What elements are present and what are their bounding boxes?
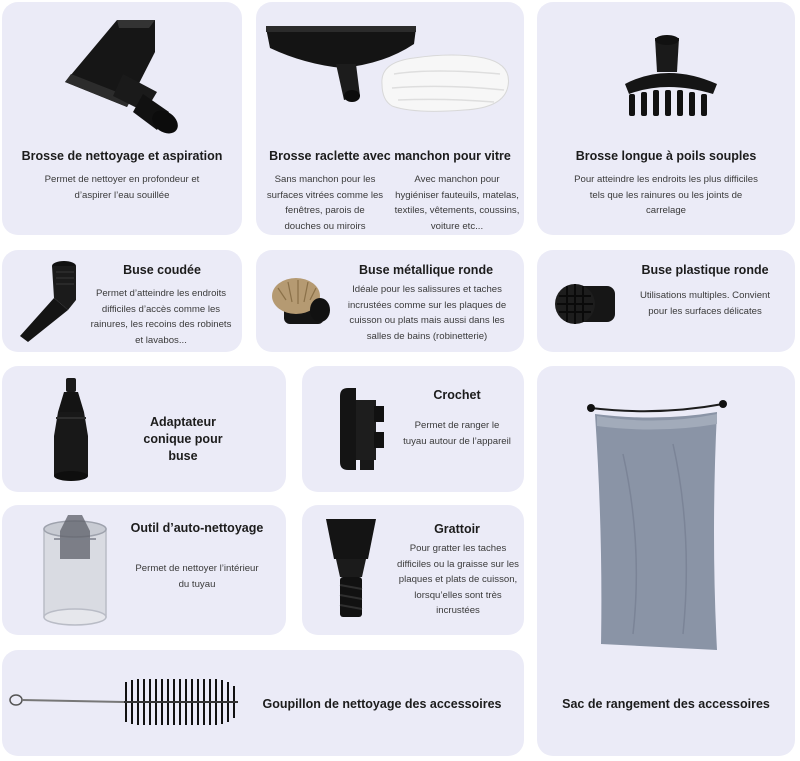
card-title: Grattoir	[434, 522, 480, 536]
plastic-brush-icon	[551, 272, 621, 332]
card-self-cleaning-tool	[2, 505, 286, 635]
card-bottle-brush	[2, 650, 524, 756]
card-description: Pour atteindre les endroits les plus difficiles tels que les rainures ou les joints de carrelage	[574, 174, 758, 216]
card-description: Pour gratter les taches difficiles ou la graisse sur les plaques et plats de cuisson, lorsqu’elles sont très incrustées	[397, 543, 519, 616]
card-title: Buse coudée	[123, 263, 201, 277]
card-squeegee	[256, 2, 524, 235]
card-description: Permet de nettoyer en profondeur et d’aspirer l’eau souillée	[44, 174, 200, 201]
squeegee-icon	[264, 24, 519, 116]
card-conical-adapter	[2, 366, 286, 492]
card-title: Brosse longue à poils souples	[575, 149, 757, 163]
card-title: Outil d’auto-nettoyage	[130, 521, 264, 535]
card-title: Crochet	[433, 388, 481, 402]
card-title: Buse métallique ronde	[358, 263, 494, 277]
storage-bag-icon	[583, 394, 733, 656]
long-brush-icon	[617, 32, 727, 124]
bottle-brush-icon	[8, 676, 240, 732]
card-angled-nozzle	[2, 250, 242, 352]
card-description: Permet de nettoyer l’intérieur du tuyau	[135, 563, 259, 590]
card-description-right: Avec manchon pour hygiéniser fauteuils, matelas, textiles, vêtements, coussins, voiture etc...	[394, 174, 520, 232]
card-long-brush	[537, 2, 795, 235]
card-title: Adaptateur conique pour buse	[143, 415, 223, 463]
hook-icon	[326, 384, 392, 478]
scraper-icon	[316, 515, 386, 629]
card-title: Brosse raclette avec manchon pour vitre	[269, 149, 511, 163]
card-description: Permet d’atteindre les endroits difficiles d’accès comme les rainures, les recoins des robinets et lavabos...	[90, 288, 232, 346]
card-suction-brush	[2, 2, 242, 235]
card-description: Utilisations multiples. Convient pour les surfaces délicates	[639, 290, 771, 317]
card-hook	[302, 366, 524, 492]
card-title: Sac de rangement des accessoires	[562, 697, 770, 711]
card-scraper	[302, 505, 524, 635]
metal-brush-icon	[266, 268, 336, 334]
self-cleaning-tool-icon	[36, 513, 116, 629]
suction-brush-icon	[57, 12, 192, 137]
card-description-left: Sans manchon pour les surfaces vitrées comme les fenêtres, parois de douches ou miroirs	[266, 174, 384, 232]
conical-adapter-icon	[42, 376, 102, 486]
card-plastic-brush	[537, 250, 795, 352]
card-title: Buse plastique ronde	[641, 263, 769, 277]
card-description: Idéale pour les salissures et taches incrustées comme sur les plaques de cuisson ou plats mais aussi dans les salles de bains (robinetterie)	[347, 284, 507, 342]
card-storage-bag	[537, 366, 795, 756]
card-title: Brosse de nettoyage et aspiration	[21, 149, 223, 163]
card-metal-brush	[256, 250, 524, 352]
angled-nozzle-icon	[14, 258, 84, 346]
card-description: Permet de ranger le tuyau autour de l’appareil	[403, 420, 511, 447]
card-title: Goupillon de nettoyage des accessoires	[262, 697, 502, 711]
